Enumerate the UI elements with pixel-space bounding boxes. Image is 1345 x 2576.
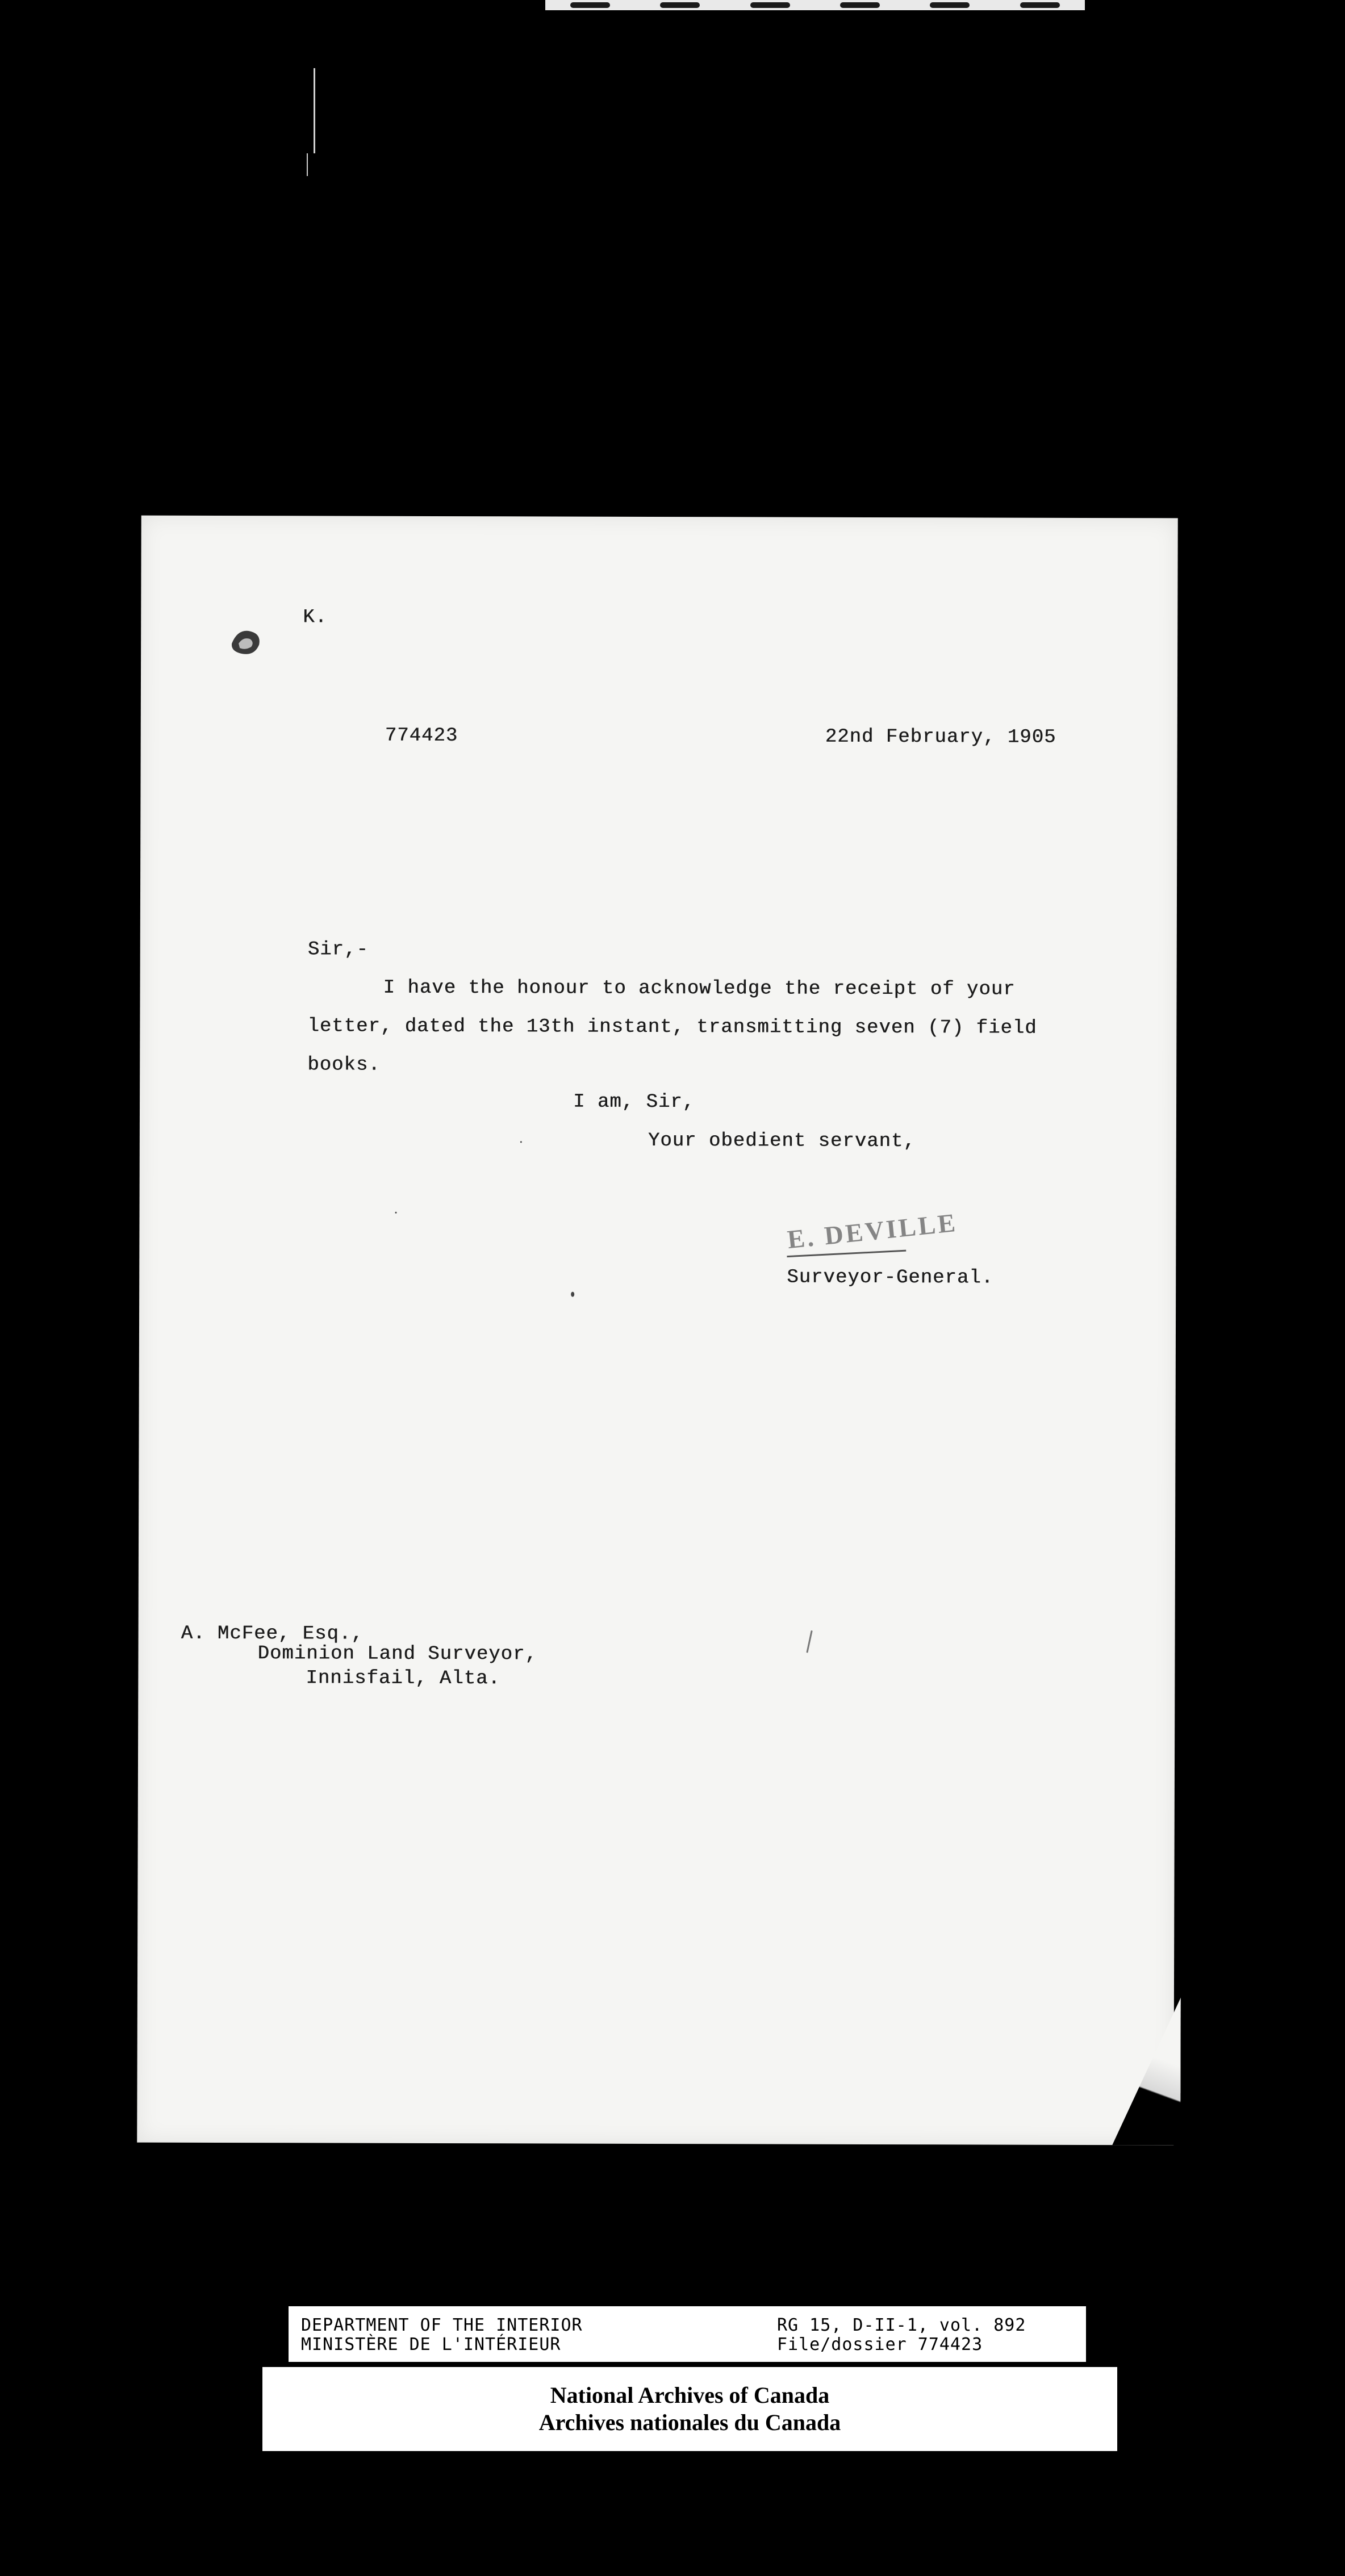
recipient-place: Innisfail, Alta. [306,1667,500,1690]
record-group-reference: RG 15, D-II-1, vol. 892 [777,2315,1026,2335]
closing-line: Your obedient servant, [648,1130,916,1153]
paper-speck [806,1630,812,1653]
department-english: DEPARTMENT OF THE INTERIOR [301,2315,583,2335]
institution-name-english: National Archives of Canada [550,2382,830,2408]
letter-page [137,516,1177,2146]
salutation: Sir,- [307,939,369,961]
film-strip-edge [545,0,1085,10]
department-french: MINISTÈRE DE L'INTÉRIEUR [301,2335,561,2355]
closing-line: I am, Sir, [573,1091,695,1114]
sprocket-hole [660,2,700,8]
recipient-title: Dominion Land Surveyor, [257,1643,537,1666]
signatory-title: Surveyor-General. [787,1266,994,1289]
sprocket-hole [1020,2,1060,8]
signature-stamp: E. DEVILLE [786,1207,959,1254]
department-label [287,2305,1088,2364]
film-scratch [314,68,315,153]
institution-name-french: Archives nationales du Canada [538,2410,841,2435]
sprocket-hole [840,2,880,8]
recipient-name: A. McFee, Esq., [181,1622,364,1645]
file-reference: File/dossier 774423 [777,2335,983,2355]
paper-speck [395,1212,397,1214]
page-corner-fold [1112,1997,1181,2145]
body-line: books. [307,1054,381,1076]
institution-label [262,2367,1117,2451]
staple-hole-mark [226,621,266,660]
paper-speck [520,1141,522,1143]
body-line: letter, dated the 13th instant, transmitting seven (7) field [307,1015,1037,1039]
film-scratch [307,153,308,176]
sprocket-hole [750,2,790,8]
letter-date: 22nd February, 1905 [825,726,1056,748]
sprocket-hole [570,2,610,8]
initial-mark: K. [303,607,328,629]
sprocket-hole [930,2,970,8]
paper-speck [571,1292,574,1297]
file-number: 774423 [385,725,458,747]
body-line: I have the honour to acknowledge the receipt of your [383,977,1016,1001]
